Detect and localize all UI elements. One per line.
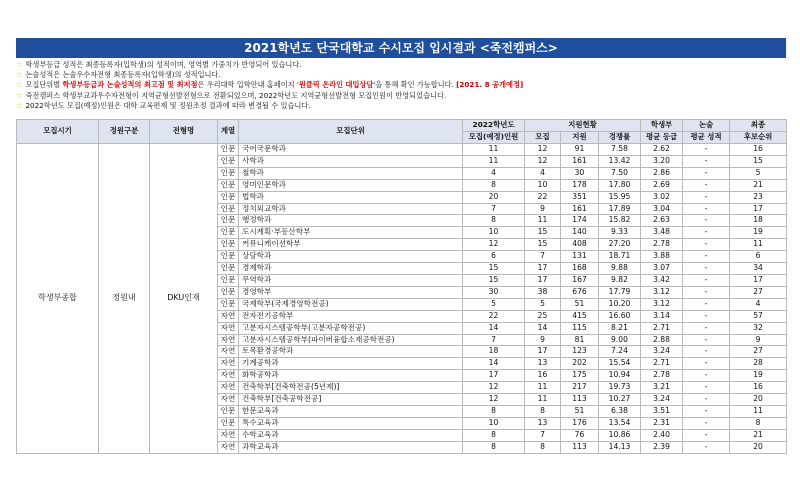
essay-cell: - bbox=[683, 191, 730, 203]
essay-cell: - bbox=[683, 179, 730, 191]
apply-cell: 168 bbox=[561, 263, 599, 275]
field-cell: 인문 bbox=[218, 239, 239, 251]
apply-cell: 140 bbox=[561, 227, 599, 239]
field-cell: 인문 bbox=[218, 286, 239, 298]
gpa-cell: 2.39 bbox=[641, 441, 683, 453]
field-cell: 인문 bbox=[218, 144, 239, 156]
unit-cell: 무역학과 bbox=[239, 274, 463, 286]
waitlist-cell: 23 bbox=[730, 191, 787, 203]
field-cell: 인문 bbox=[218, 215, 239, 227]
apply-cell: 217 bbox=[561, 382, 599, 394]
gpa-cell: 2.69 bbox=[641, 179, 683, 191]
ratio-cell: 13.54 bbox=[599, 417, 641, 429]
ratio-cell: 9.00 bbox=[599, 334, 641, 346]
group-period-cell: 학생부종합 bbox=[17, 144, 99, 454]
gpa-cell: 3.42 bbox=[641, 274, 683, 286]
header-status: 지원현황 bbox=[525, 120, 641, 132]
field-cell: 자연 bbox=[218, 429, 239, 441]
waitlist-cell: 19 bbox=[730, 370, 787, 382]
recruit-cell: 10 bbox=[525, 179, 561, 191]
apply-cell: 676 bbox=[561, 286, 599, 298]
plan-cell: 20 bbox=[463, 191, 525, 203]
essay-cell: - bbox=[683, 167, 730, 179]
star-icon: ☆ bbox=[16, 80, 23, 90]
recruit-cell: 38 bbox=[525, 286, 561, 298]
note-text: 논술성적은 논술우수자전형 최종등록자(입학생)의 성적입니다. bbox=[25, 70, 221, 80]
essay-cell: - bbox=[683, 405, 730, 417]
recruit-cell: 4 bbox=[525, 167, 561, 179]
apply-cell: 175 bbox=[561, 370, 599, 382]
note-text: 죽전캠퍼스 학생부교과우수자전형이 지역균형선발전형으로 전환되었으며, 2022학년도 지역균형선발전형 모집인원이 반영되었습니다. bbox=[25, 90, 447, 100]
ratio-cell: 10.27 bbox=[599, 394, 641, 406]
plan-cell: 15 bbox=[463, 263, 525, 275]
apply-cell: 351 bbox=[561, 191, 599, 203]
gpa-cell: 3.12 bbox=[641, 286, 683, 298]
essay-cell: - bbox=[683, 274, 730, 286]
gpa-cell: 3.48 bbox=[641, 227, 683, 239]
essay-cell: - bbox=[683, 346, 730, 358]
note-highlight: 학생부등급과 논술성적의 최고점 및 최저점 bbox=[62, 80, 198, 90]
star-icon: ☆ bbox=[16, 70, 23, 80]
essay-cell: - bbox=[683, 215, 730, 227]
ratio-cell: 7.58 bbox=[599, 144, 641, 156]
plan-cell: 30 bbox=[463, 286, 525, 298]
gpa-cell: 3.24 bbox=[641, 346, 683, 358]
plan-cell: 7 bbox=[463, 203, 525, 215]
apply-cell: 174 bbox=[561, 215, 599, 227]
apply-cell: 123 bbox=[561, 346, 599, 358]
essay-cell: - bbox=[683, 298, 730, 310]
gpa-cell: 3.04 bbox=[641, 203, 683, 215]
plan-cell: 5 bbox=[463, 298, 525, 310]
group-quota-cell: 정원내 bbox=[99, 144, 150, 454]
waitlist-cell: 20 bbox=[730, 394, 787, 406]
apply-cell: 161 bbox=[561, 203, 599, 215]
ratio-cell: 17.89 bbox=[599, 203, 641, 215]
apply-cell: 131 bbox=[561, 251, 599, 263]
note-line bbox=[16, 101, 786, 111]
plan-cell: 8 bbox=[463, 429, 525, 441]
ratio-cell: 9.88 bbox=[599, 263, 641, 275]
ratio-cell: 17.80 bbox=[599, 179, 641, 191]
recruit-cell: 11 bbox=[525, 215, 561, 227]
header-apply: 지원 bbox=[561, 132, 599, 144]
waitlist-cell: 16 bbox=[730, 382, 787, 394]
essay-cell: - bbox=[683, 370, 730, 382]
ratio-cell: 10.86 bbox=[599, 429, 641, 441]
header-essay-bottom: 평균 성적 bbox=[683, 132, 730, 144]
star-icon: ☆ bbox=[16, 90, 23, 100]
gpa-cell: 3.24 bbox=[641, 394, 683, 406]
ratio-cell: 8.21 bbox=[599, 322, 641, 334]
gpa-cell: 2.62 bbox=[641, 144, 683, 156]
note-line bbox=[16, 91, 786, 101]
essay-cell: - bbox=[683, 417, 730, 429]
ratio-cell: 18.71 bbox=[599, 251, 641, 263]
apply-cell: 408 bbox=[561, 239, 599, 251]
essay-cell: - bbox=[683, 429, 730, 441]
waitlist-cell: 16 bbox=[730, 144, 787, 156]
note-text: 학생부등급 성적은 최종등록자(입학생)의 성적이며, 영역별 가중치가 반영되어 있습니다. bbox=[25, 60, 302, 69]
recruit-cell: 8 bbox=[525, 405, 561, 417]
apply-cell: 178 bbox=[561, 179, 599, 191]
recruit-cell: 16 bbox=[525, 370, 561, 382]
gpa-cell: 2.63 bbox=[641, 215, 683, 227]
ratio-cell: 6.38 bbox=[599, 405, 641, 417]
header-unit: 모집단위 bbox=[239, 120, 463, 144]
apply-cell: 91 bbox=[561, 144, 599, 156]
waitlist-cell: 5 bbox=[730, 167, 787, 179]
apply-cell: 161 bbox=[561, 155, 599, 167]
waitlist-cell: 21 bbox=[730, 179, 787, 191]
apply-cell: 81 bbox=[561, 334, 599, 346]
note-highlight: 원클릭 온라인 대입상담 bbox=[298, 80, 374, 90]
waitlist-cell: 4 bbox=[730, 298, 787, 310]
waitlist-cell: 17 bbox=[730, 203, 787, 215]
unit-cell: 화학공학과 bbox=[239, 370, 463, 382]
note-line bbox=[16, 60, 786, 70]
unit-cell: 철학과 bbox=[239, 167, 463, 179]
header-gpa-top: 학생부 bbox=[641, 120, 683, 132]
recruit-cell: 11 bbox=[525, 394, 561, 406]
header-quota: 정원구분 bbox=[99, 120, 150, 144]
plan-cell: 12 bbox=[463, 239, 525, 251]
waitlist-cell: 27 bbox=[730, 346, 787, 358]
page-title: 2021학년도 단국대학교 수시모집 입시결과 <죽전캠퍼스> bbox=[16, 38, 786, 58]
plan-cell: 6 bbox=[463, 251, 525, 263]
recruit-cell: 17 bbox=[525, 263, 561, 275]
unit-cell: 경영학부 bbox=[239, 286, 463, 298]
header-ratio: 경쟁률 bbox=[599, 132, 641, 144]
recruit-cell: 7 bbox=[525, 429, 561, 441]
plan-cell: 4 bbox=[463, 167, 525, 179]
recruit-cell: 13 bbox=[525, 417, 561, 429]
essay-cell: - bbox=[683, 322, 730, 334]
field-cell: 인문 bbox=[218, 263, 239, 275]
recruit-cell: 15 bbox=[525, 239, 561, 251]
recruit-cell: 8 bbox=[525, 441, 561, 453]
gpa-cell: 2.78 bbox=[641, 370, 683, 382]
field-cell: 자연 bbox=[218, 382, 239, 394]
recruit-cell: 15 bbox=[525, 227, 561, 239]
field-cell: 인문 bbox=[218, 298, 239, 310]
note-text: 모집단위별 bbox=[25, 80, 63, 90]
plan-cell: 7 bbox=[463, 334, 525, 346]
gpa-cell: 2.31 bbox=[641, 417, 683, 429]
apply-cell: 76 bbox=[561, 429, 599, 441]
apply-cell: 30 bbox=[561, 167, 599, 179]
plan-cell: 12 bbox=[463, 394, 525, 406]
gpa-cell: 2.40 bbox=[641, 429, 683, 441]
note-text: '을 통해 확인 가능합니다. bbox=[373, 80, 457, 90]
recruit-cell: 9 bbox=[525, 334, 561, 346]
unit-cell: 과학교육과 bbox=[239, 441, 463, 453]
header-plan-2022-count: 모집(예정)인원 bbox=[463, 132, 525, 144]
recruit-cell: 13 bbox=[525, 358, 561, 370]
gpa-cell: 2.78 bbox=[641, 239, 683, 251]
waitlist-cell: 20 bbox=[730, 441, 787, 453]
ratio-cell: 15.82 bbox=[599, 215, 641, 227]
apply-cell: 113 bbox=[561, 441, 599, 453]
apply-cell: 176 bbox=[561, 417, 599, 429]
header-field: 계열 bbox=[218, 120, 239, 144]
unit-cell: 고분자시스템공학부(고분자공학전공) bbox=[239, 322, 463, 334]
essay-cell: - bbox=[683, 286, 730, 298]
essay-cell: - bbox=[683, 394, 730, 406]
unit-cell: 한문교육과 bbox=[239, 405, 463, 417]
unit-cell: 특수교육과 bbox=[239, 417, 463, 429]
plan-cell: 8 bbox=[463, 441, 525, 453]
note-line bbox=[16, 70, 786, 80]
unit-cell: 행정학과 bbox=[239, 215, 463, 227]
essay-cell: - bbox=[683, 334, 730, 346]
field-cell: 자연 bbox=[218, 346, 239, 358]
gpa-cell: 2.71 bbox=[641, 322, 683, 334]
plan-cell: 10 bbox=[463, 227, 525, 239]
essay-cell: - bbox=[683, 239, 730, 251]
recruit-cell: 22 bbox=[525, 191, 561, 203]
unit-cell: 법학과 bbox=[239, 191, 463, 203]
unit-cell: 건축학부[건축공학전공] bbox=[239, 394, 463, 406]
field-cell: 인문 bbox=[218, 191, 239, 203]
ratio-cell: 9.33 bbox=[599, 227, 641, 239]
recruit-cell: 14 bbox=[525, 322, 561, 334]
waitlist-cell: 15 bbox=[730, 155, 787, 167]
apply-cell: 115 bbox=[561, 322, 599, 334]
unit-cell: 기계공학과 bbox=[239, 358, 463, 370]
waitlist-cell: 28 bbox=[730, 358, 787, 370]
waitlist-cell: 11 bbox=[730, 405, 787, 417]
note-text: 은 우리대학 입학안내 홈페이지 ' bbox=[197, 80, 299, 90]
gpa-cell: 2.88 bbox=[641, 334, 683, 346]
ratio-cell: 7.24 bbox=[599, 346, 641, 358]
ratio-cell: 17.79 bbox=[599, 286, 641, 298]
ratio-cell: 16.60 bbox=[599, 310, 641, 322]
unit-cell: 경제학과 bbox=[239, 263, 463, 275]
gpa-cell: 3.02 bbox=[641, 191, 683, 203]
unit-cell: 토목환경공학과 bbox=[239, 346, 463, 358]
waitlist-cell: 57 bbox=[730, 310, 787, 322]
ratio-cell: 13.42 bbox=[599, 155, 641, 167]
gpa-cell: 3.51 bbox=[641, 405, 683, 417]
recruit-cell: 17 bbox=[525, 346, 561, 358]
waitlist-cell: 21 bbox=[730, 429, 787, 441]
plan-cell: 8 bbox=[463, 405, 525, 417]
unit-cell: 국어국문학과 bbox=[239, 144, 463, 156]
plan-cell: 14 bbox=[463, 322, 525, 334]
apply-cell: 202 bbox=[561, 358, 599, 370]
essay-cell: - bbox=[683, 144, 730, 156]
unit-cell: 수학교육과 bbox=[239, 429, 463, 441]
plan-cell: 12 bbox=[463, 382, 525, 394]
plan-cell: 17 bbox=[463, 370, 525, 382]
gpa-cell: 3.21 bbox=[641, 382, 683, 394]
ratio-cell: 14.13 bbox=[599, 441, 641, 453]
waitlist-cell: 32 bbox=[730, 322, 787, 334]
header-essay-top: 논술 bbox=[683, 120, 730, 132]
ratio-cell: 15.54 bbox=[599, 358, 641, 370]
results-body bbox=[17, 144, 787, 454]
field-cell: 인문 bbox=[218, 155, 239, 167]
ratio-cell: 27.20 bbox=[599, 239, 641, 251]
ratio-cell: 10.20 bbox=[599, 298, 641, 310]
gpa-cell: 2.71 bbox=[641, 358, 683, 370]
waitlist-cell: 11 bbox=[730, 239, 787, 251]
header-track: 전형명 bbox=[150, 120, 218, 144]
recruit-cell: 12 bbox=[525, 144, 561, 156]
essay-cell: - bbox=[683, 441, 730, 453]
recruit-cell: 12 bbox=[525, 155, 561, 167]
ratio-cell: 7.50 bbox=[599, 167, 641, 179]
field-cell: 인문 bbox=[218, 405, 239, 417]
waitlist-cell: 9 bbox=[730, 334, 787, 346]
unit-cell: 건축학부[건축학전공(5년제)] bbox=[239, 382, 463, 394]
waitlist-cell: 6 bbox=[730, 251, 787, 263]
plan-cell: 22 bbox=[463, 310, 525, 322]
field-cell: 인문 bbox=[218, 167, 239, 179]
unit-cell: 영미인문학과 bbox=[239, 179, 463, 191]
gpa-cell: 3.20 bbox=[641, 155, 683, 167]
plan-cell: 10 bbox=[463, 417, 525, 429]
unit-cell: 고분자시스템공학부(파이버융합소재공학전공) bbox=[239, 334, 463, 346]
plan-cell: 11 bbox=[463, 144, 525, 156]
unit-cell: 상담학과 bbox=[239, 251, 463, 263]
essay-cell: - bbox=[683, 155, 730, 167]
essay-cell: - bbox=[683, 227, 730, 239]
apply-cell: 51 bbox=[561, 405, 599, 417]
plan-cell: 18 bbox=[463, 346, 525, 358]
recruit-cell: 9 bbox=[525, 203, 561, 215]
field-cell: 자연 bbox=[218, 394, 239, 406]
waitlist-cell: 27 bbox=[730, 286, 787, 298]
field-cell: 인문 bbox=[218, 417, 239, 429]
plan-cell: 8 bbox=[463, 215, 525, 227]
unit-cell: 전자전기공학부 bbox=[239, 310, 463, 322]
table-row bbox=[17, 144, 787, 156]
plan-cell: 8 bbox=[463, 179, 525, 191]
field-cell: 인문 bbox=[218, 179, 239, 191]
field-cell: 인문 bbox=[218, 227, 239, 239]
recruit-cell: 5 bbox=[525, 298, 561, 310]
ratio-cell: 19.73 bbox=[599, 382, 641, 394]
field-cell: 자연 bbox=[218, 370, 239, 382]
waitlist-cell: 19 bbox=[730, 227, 787, 239]
group-track-cell: DKU인재 bbox=[150, 144, 218, 454]
waitlist-cell: 17 bbox=[730, 274, 787, 286]
plan-cell: 15 bbox=[463, 274, 525, 286]
field-cell: 자연 bbox=[218, 310, 239, 322]
unit-cell: 커뮤니케이션학부 bbox=[239, 239, 463, 251]
results-table bbox=[16, 119, 787, 454]
waitlist-cell: 18 bbox=[730, 215, 787, 227]
field-cell: 자연 bbox=[218, 358, 239, 370]
ratio-cell: 10.94 bbox=[599, 370, 641, 382]
header-plan-2022-year: 2022학년도 bbox=[463, 120, 525, 132]
essay-cell: - bbox=[683, 203, 730, 215]
unit-cell: 사학과 bbox=[239, 155, 463, 167]
gpa-cell: 2.86 bbox=[641, 167, 683, 179]
apply-cell: 167 bbox=[561, 274, 599, 286]
plan-cell: 11 bbox=[463, 155, 525, 167]
star-icon: ☆ bbox=[16, 100, 23, 110]
gpa-cell: 3.07 bbox=[641, 263, 683, 275]
field-cell: 인문 bbox=[218, 274, 239, 286]
waitlist-cell: 34 bbox=[730, 263, 787, 275]
recruit-cell: 25 bbox=[525, 310, 561, 322]
gpa-cell: 3.14 bbox=[641, 310, 683, 322]
note-line bbox=[16, 80, 786, 90]
header-recruit: 모집 bbox=[525, 132, 561, 144]
note-text: 2022학년도 모집(예정)인원은 대학 교육편제 및 정원조정 결과에 따라 변경될 수 있습니다. bbox=[25, 100, 311, 110]
field-cell: 인문 bbox=[218, 251, 239, 263]
gpa-cell: 3.88 bbox=[641, 251, 683, 263]
ratio-cell: 9.82 bbox=[599, 274, 641, 286]
ratio-cell: 15.95 bbox=[599, 191, 641, 203]
header-gpa-bottom: 평균 등급 bbox=[641, 132, 683, 144]
essay-cell: - bbox=[683, 382, 730, 394]
notes-list bbox=[16, 60, 786, 111]
essay-cell: - bbox=[683, 263, 730, 275]
apply-cell: 113 bbox=[561, 394, 599, 406]
essay-cell: - bbox=[683, 310, 730, 322]
gpa-cell: 3.12 bbox=[641, 298, 683, 310]
star-icon: ☆ bbox=[16, 60, 23, 69]
field-cell: 자연 bbox=[218, 441, 239, 453]
plan-cell: 14 bbox=[463, 358, 525, 370]
waitlist-cell: 8 bbox=[730, 417, 787, 429]
field-cell: 인문 bbox=[218, 203, 239, 215]
field-cell: 자연 bbox=[218, 334, 239, 346]
unit-cell: 도시계획·부동산학부 bbox=[239, 227, 463, 239]
apply-cell: 415 bbox=[561, 310, 599, 322]
unit-cell: 정치외교학과 bbox=[239, 203, 463, 215]
header-waitlist-bottom: 후보순위 bbox=[730, 132, 787, 144]
unit-cell: 국제학부(국제경영학전공) bbox=[239, 298, 463, 310]
recruit-cell: 11 bbox=[525, 382, 561, 394]
essay-cell: - bbox=[683, 251, 730, 263]
essay-cell: - bbox=[683, 358, 730, 370]
header-waitlist-top: 최종 bbox=[730, 120, 787, 132]
header-period: 모집시기 bbox=[17, 120, 99, 144]
field-cell: 자연 bbox=[218, 322, 239, 334]
note-highlight: [2021. 8 공개예정] bbox=[456, 80, 524, 90]
recruit-cell: 7 bbox=[525, 251, 561, 263]
recruit-cell: 17 bbox=[525, 274, 561, 286]
apply-cell: 51 bbox=[561, 298, 599, 310]
